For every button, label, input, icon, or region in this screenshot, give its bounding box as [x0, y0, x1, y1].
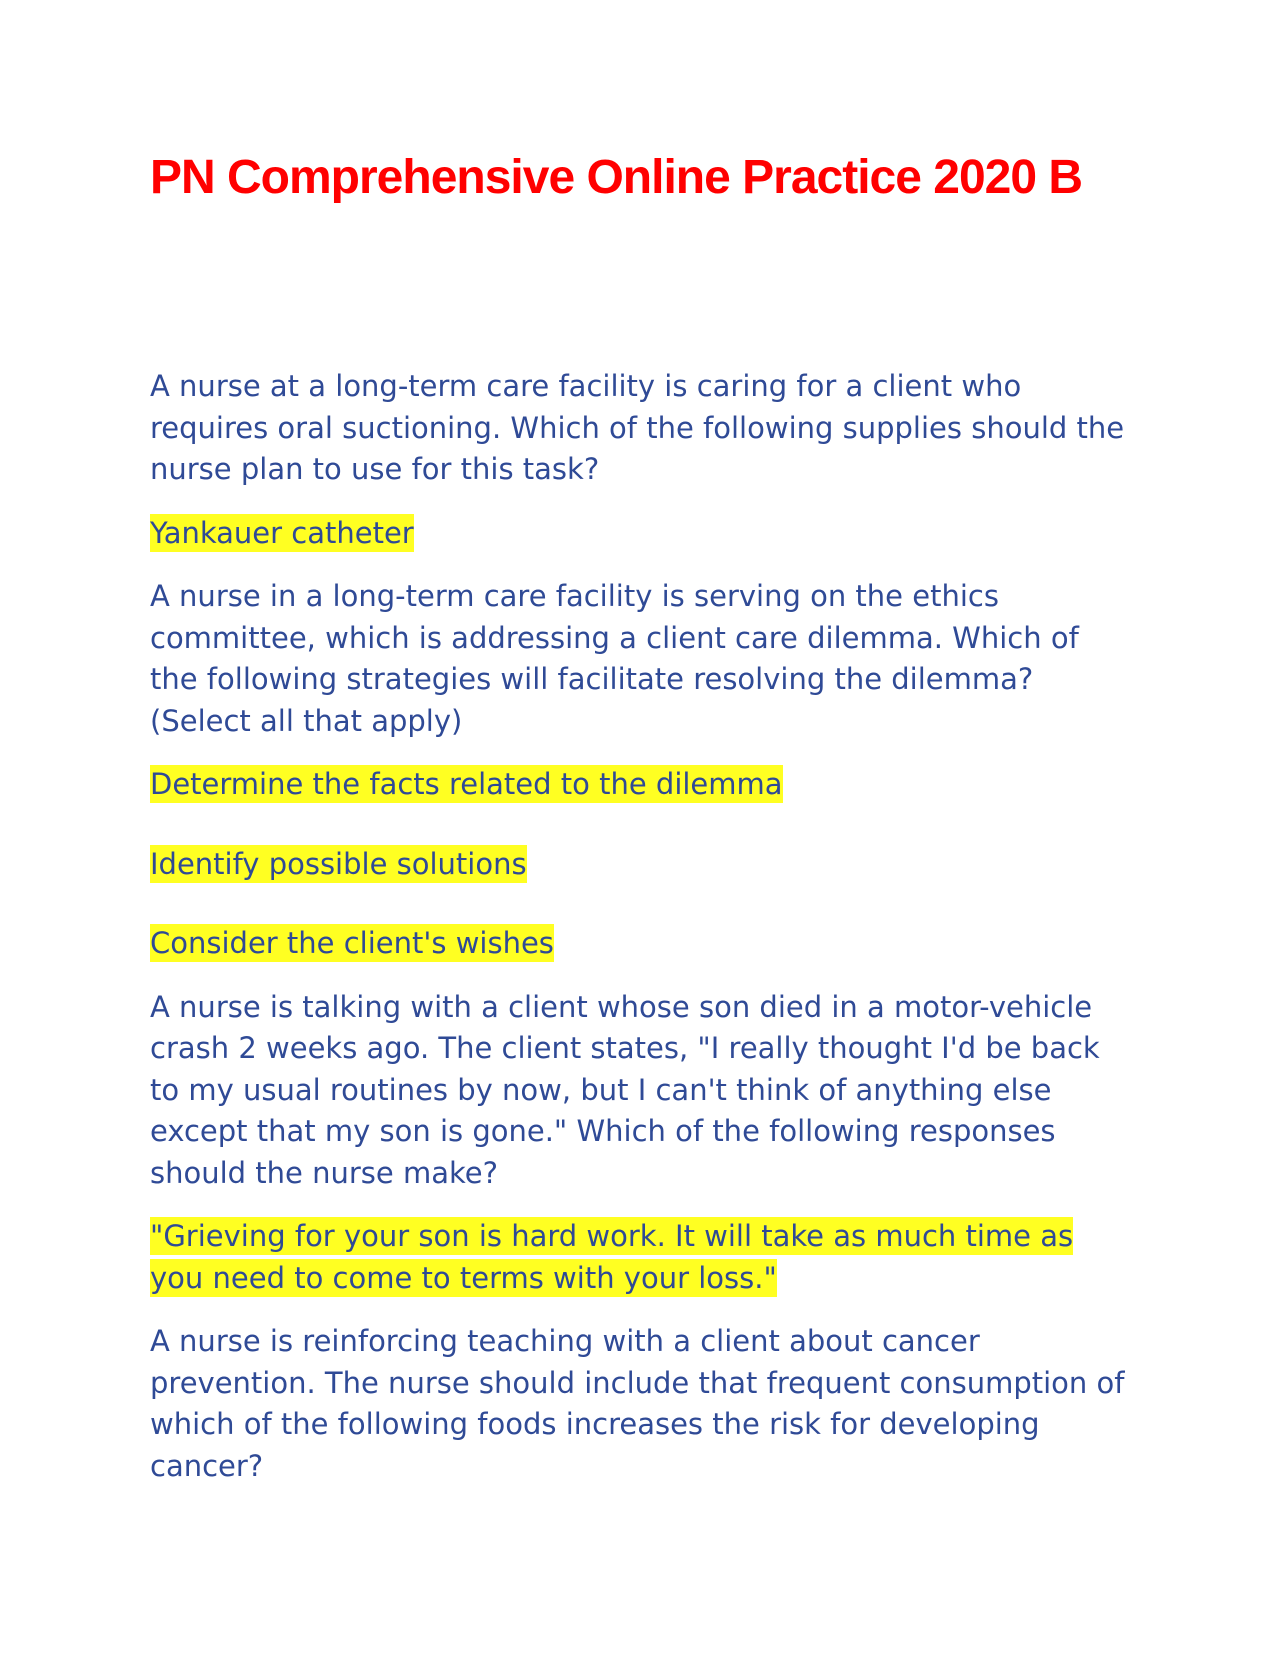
question-2-answer-2 [150, 844, 1130, 886]
question-4-text: A nurse is reinforcing teaching with a client about cancer prevention. The nurse should include that frequent consumption of which of the following foods increases the risk for developing cancer? [150, 1324, 1125, 1483]
highlighted-answer: Identify possible solutions [150, 846, 527, 881]
question-2-answer-3 [150, 923, 1130, 965]
question-2-answers [150, 764, 1130, 965]
highlighted-answer: Consider the client's wishes [150, 926, 554, 960]
question-1-answer-1 [150, 513, 1130, 555]
question-2-text: A nurse in a long-term care facility is serving on the ethics committee, which is addressing a client care dilemma. Which of the following strategies will facilitate resolving the dilemma? (Select all that apply) [150, 579, 1079, 738]
highlighted-answer: "Grieving for your son is hard work. It will take as much time as you need to come to terms with your loss." [150, 1219, 1074, 1295]
question-3-text: A nurse is talking with a client whose son died in a motor-vehicle crash 2 weeks ago. The client states, "I really thought I'd be back to my usual routines by now, but I can't think of anything else except that my son is gone." Which of the following responses should the nurse make? [150, 989, 1100, 1190]
highlighted-answer: Yankauer catheter [150, 515, 414, 550]
highlighted-answer: Determine the facts related to the dilemma [150, 767, 783, 801]
question-list [150, 366, 1130, 1509]
document-title: PN Comprehensive Online Practice 2020 B [150, 151, 1083, 204]
question-1-text: A nurse at a long-term care facility is caring for a client who requires oral suctioning. Which of the following supplies should the nurse plan to use for this task? [150, 369, 1125, 486]
question-2-answer-1 [150, 764, 1130, 806]
question-3-answer-1 [150, 1216, 1130, 1299]
